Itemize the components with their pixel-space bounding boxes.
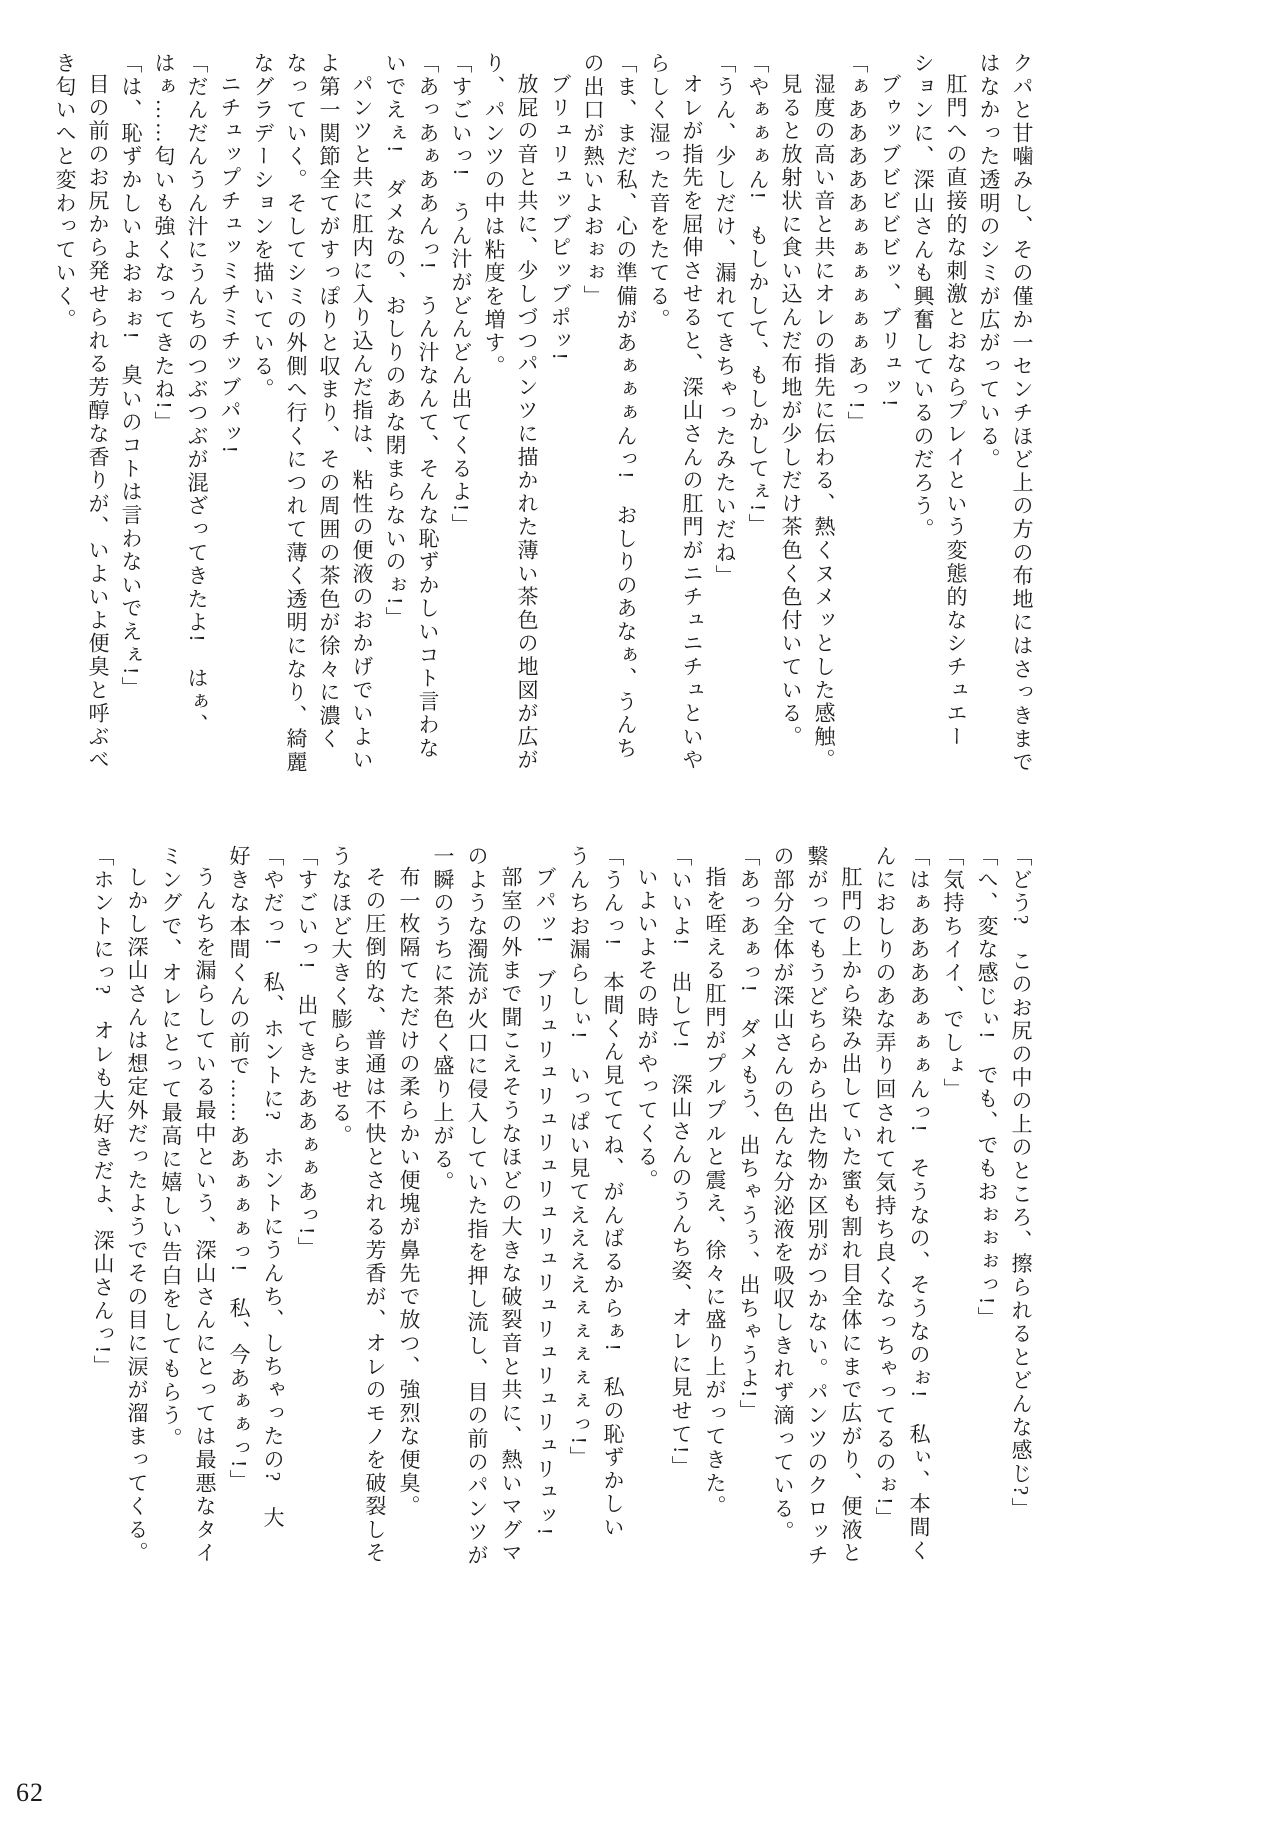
text-column: うんちを漏らしている最中という、深山さんにとっては最悪なタイ bbox=[193, 866, 217, 1565]
text-column: はぁ……匂いも強くなってきたね!」 bbox=[152, 52, 176, 435]
text-column: 肛門の上から染み出していた蜜も割れ目全体にまで広がり、便液と bbox=[839, 866, 863, 1565]
text-column: 「あっあぁっ! ダメもう、出ちゃうぅ、出ちゃうよ!」 bbox=[737, 845, 761, 1423]
text-column: ブパッ! ブリュリュリュリュリュリュリュリュリュリュリュッ! bbox=[533, 866, 557, 1537]
text-column: 一瞬のうちに茶色く盛り上がる。 bbox=[431, 845, 455, 1195]
text-column: ニチュップチュッミチミチッブパッ! bbox=[218, 73, 242, 456]
text-column: 布一枚隔てただけの柔らかい便塊が鼻先で放つ、強烈な便臭。 bbox=[397, 866, 421, 1519]
text-column: 「へ、変な感じぃ! でも、でもおぉぉぉっ!」 bbox=[975, 845, 999, 1330]
text-column: の出口が熱いよおぉぉ」 bbox=[581, 52, 605, 309]
text-column: パンツと共に肛内に入り込んだ指は、粘性の便液のおかげでいよい bbox=[350, 73, 374, 772]
text-column: 見ると放射状に食い込んだ布地が少しだけ茶色く色付いている。 bbox=[779, 73, 803, 749]
text-column: いよいよその時がやってくる。 bbox=[635, 866, 659, 1193]
text-column: なっていく。そしてシミの外側へ行くにつれて薄く透明になり、綺麗 bbox=[284, 52, 308, 775]
text-column: り、パンツの中は粘度を増す。 bbox=[482, 52, 506, 379]
text-block-bottom bbox=[86, 845, 1038, 1593]
text-column: 「すごいっ! 出てきたああぁぁあっ!」 bbox=[295, 845, 319, 1260]
text-column: ブリュリュッブピッブポッ! bbox=[548, 73, 572, 362]
text-column: いでえぇ! ダメなの、おしりのあな閉まらないのぉ!」 bbox=[383, 52, 407, 630]
text-column: 「すごいっ! うん汁がどんどん出てくるよ!」 bbox=[449, 52, 473, 537]
text-column: 好きな本間くんの前で……ああぁぁぁっ! 私、今あぁぁっ!」 bbox=[227, 845, 251, 1493]
text-column: のような濁流が火口に侵入していた指を押し流し、目の前のパンツが bbox=[465, 845, 489, 1568]
text-column: の部分全体が深山さんの色んな分泌液を吸収しきれず滴っている。 bbox=[771, 845, 795, 1544]
text-column: らしく湿った音をたてる。 bbox=[647, 52, 671, 332]
text-column: 繋がってもうどちらから出た物か区別がつかない。パンツのクロッチ bbox=[805, 845, 829, 1568]
text-column: 「あっあぁああんっ! うん汁なんて、そんな恥ずかしいコト言わな bbox=[416, 52, 440, 761]
text-column: 湿度の高い音と共にオレの指先に伝わる、熱くヌメッとした感触。 bbox=[812, 73, 836, 772]
text-column: はなかった透明のシミが広がっている。 bbox=[977, 52, 1001, 472]
text-column: んにおしりのあな弄り回されて気持ち良くなっちゃってるのぉ!」 bbox=[873, 845, 897, 1530]
text-column: 指を咥える肛門がプルプルと震え、徐々に盛り上がってきた。 bbox=[703, 866, 727, 1519]
text-column: クパと甘噛みし、その僅か一センチほど上の方の布地にはさっきまで bbox=[1010, 52, 1034, 775]
text-column: よ第一関節全てがすっぽりと収まり、その周囲の茶色が徐々に濃く bbox=[317, 52, 341, 751]
text-column: ミングで、オレにとって最高に嬉しい告白をしてもらう。 bbox=[159, 845, 183, 1451]
text-column: ションに、深山さんも興奮しているのだろう。 bbox=[911, 52, 935, 542]
text-column: 「は、恥ずかしいよおぉぉ! 臭いのコトは言わないでえぇ!」 bbox=[119, 52, 143, 700]
text-column: 「どう? このお尻の中の上のところ、擦られるとどんな感じ?」 bbox=[1009, 845, 1033, 1521]
text-column: 「うんっ! 本間くん見ててね、がんばるからぁ! 私の恥ずかしい bbox=[601, 845, 625, 1540]
text-column: うなほど大きく膨らませる。 bbox=[329, 845, 353, 1148]
page-number: 62 bbox=[16, 1778, 44, 1807]
text-column: 「うん、少しだけ、漏れてきちゃったみたいだね」 bbox=[713, 52, 737, 588]
text-column: ブゥッブビビビビッ、ブリュッ! bbox=[878, 73, 902, 409]
text-column: 放屁の音と共に、少しづつパンツに描かれた薄い茶色の地図が広が bbox=[515, 73, 539, 772]
text-column: なグラデーションを描いている。 bbox=[251, 52, 275, 402]
text-column: 「やだっ! 私、ホントに? ホントにうんち、しちゃったの? 大 bbox=[261, 845, 285, 1530]
text-column: 「だんだんうん汁にうんちのつぶつぶが混ざってきたよ! はぁ、 bbox=[185, 52, 209, 737]
text-column: その圧倒的な、普通は不快とされる芳香が、オレのモノを破裂しそ bbox=[363, 866, 387, 1565]
text-column: 「やぁぁぁん! もしかして、もしかしてぇ!」 bbox=[746, 52, 770, 537]
text-column: 「気持ちイイ、でしょ」 bbox=[941, 845, 965, 1102]
text-column: 肛門への直接的な刺激とおならプレイという変態的なシチュエー bbox=[944, 73, 968, 749]
text-column: 「ホントにっ? オレも大好きだよ、深山さんっ!」 bbox=[91, 845, 115, 1379]
text-column: 「ぁあああああぁぁぁぁぁぁあっ!」 bbox=[845, 52, 869, 435]
text-column: 部室の外まで聞こえそうなほどの大きな破裂音と共に、熱いマグマ bbox=[499, 866, 523, 1565]
text-column: しかし深山さんは想定外だったようでその目に涙が溜まってくる。 bbox=[125, 866, 149, 1565]
text-column: 「はぁああああぁぁぁんっ! そうなの、そうなのぉ! 私ぃ、本間く bbox=[907, 845, 931, 1563]
text-column: き匂いへと変わっていく。 bbox=[53, 52, 77, 332]
text-column: 「ま、まだ私、心の準備があぁぁぁんっ! おしりのあなぁ、うんち bbox=[614, 52, 638, 761]
text-column: うんちお漏らしぃ! いっぱい見てええええぇぇぇぇぇっ!」 bbox=[567, 845, 591, 1470]
text-column: オレが指先を屈伸させると、深山さんの肛門がニチュニチュといや bbox=[680, 73, 704, 772]
text-column: 「いいよ! 出して! 深山さんのうんち姿、オレに見せて!」 bbox=[669, 845, 693, 1479]
text-column: 目の前のお尻から発せられる芳醇な香りが、いよいよ便臭と呼ぶべ bbox=[86, 73, 110, 772]
text-block-top bbox=[48, 52, 1038, 780]
